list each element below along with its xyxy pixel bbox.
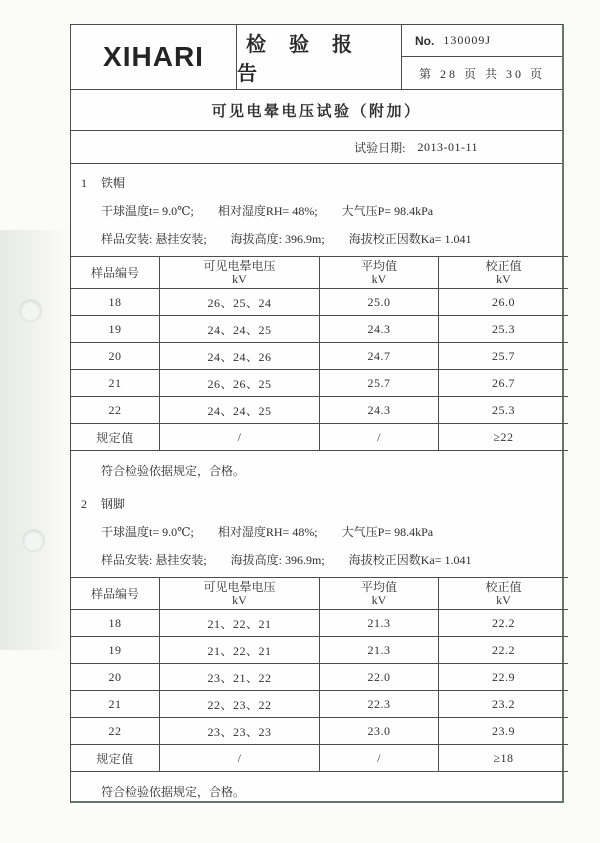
table-cell: 26.7: [439, 370, 569, 397]
table-cell: 规定值: [71, 745, 160, 772]
atmospheric-pressure: 大气压P= 98.4kPa: [341, 525, 434, 539]
table-cell: /: [160, 745, 320, 772]
altitude-correction-factor: 海拔校正因数Ka= 1.041: [348, 232, 472, 246]
table-cell: 26、26、25: [160, 370, 320, 397]
table-cell: 26、25、24: [160, 289, 320, 316]
column-header-corrected: 校正值 kV: [439, 578, 569, 610]
table-cell: 25.3: [439, 397, 569, 424]
table-cell: 24、24、25: [160, 316, 320, 343]
table-row: [71, 664, 568, 691]
table-cell: 21.3: [320, 637, 439, 664]
table-cell: 23.9: [439, 718, 569, 745]
table-cell: 18: [71, 289, 160, 316]
logo-cell: [71, 25, 237, 89]
conformity-note: 符合检验依据规定，合格。: [101, 464, 246, 478]
table-cell: 21: [71, 370, 160, 397]
results-table-head: [71, 578, 568, 610]
report-title: 检 验 报 告: [237, 34, 361, 85]
scan-shading: [0, 230, 70, 650]
table-cell: 23.2: [439, 691, 569, 718]
page-info: 第 28 页 共 30 页: [418, 66, 545, 81]
table-row: [71, 718, 568, 745]
test-conditions-line: [101, 202, 562, 219]
table-cell: 22.9: [439, 664, 569, 691]
table-cell: 21: [71, 691, 160, 718]
report-number-value: 130009J: [443, 33, 492, 47]
table-cell: 25.7: [439, 343, 569, 370]
section-index: 2: [81, 497, 87, 511]
report-number-label: No.: [415, 33, 435, 48]
table-cell: 19: [71, 316, 160, 343]
table-cell: 21、22、21: [160, 637, 320, 664]
table-cell: 22.0: [320, 664, 439, 691]
test-date-row: [71, 131, 562, 164]
table-cell: 24、24、25: [160, 397, 320, 424]
mounting-conditions-line: [101, 230, 562, 247]
table-cell: 23、23、23: [160, 718, 320, 745]
document-title: 可见电晕电压试验（附加）: [71, 90, 562, 131]
table-cell: 22: [71, 397, 160, 424]
results-table-body: [71, 610, 568, 772]
section-name: 钢脚: [101, 497, 126, 511]
report-body: [71, 164, 562, 800]
column-header-average: 平均值 kV: [320, 257, 439, 289]
report-title-cell: [237, 25, 402, 89]
dry-bulb-temperature: 干球温度t= 9.0℃;: [101, 204, 194, 218]
table-row: [71, 424, 568, 451]
table-cell: ≥22: [439, 424, 569, 451]
table-cell: 20: [71, 343, 160, 370]
table-cell: 26.0: [439, 289, 569, 316]
table-cell: 22.2: [439, 610, 569, 637]
table-cell: /: [320, 745, 439, 772]
company-logo: XIHARI: [103, 41, 204, 72]
table-row: [71, 691, 568, 718]
table-cell: 23、21、22: [160, 664, 320, 691]
report-number-row: [402, 25, 562, 57]
section-heading: [81, 174, 562, 191]
report-page-frame: [70, 24, 564, 803]
table-cell: 19: [71, 637, 160, 664]
table-cell: ≥18: [439, 745, 569, 772]
table-cell: 24.3: [320, 316, 439, 343]
table-cell: 25.7: [320, 370, 439, 397]
column-header-corona-voltage: 可见电晕电压 kV: [160, 257, 320, 289]
section-steel-pin: [71, 495, 562, 800]
table-row: [71, 370, 568, 397]
column-header-corona-voltage: 可见电晕电压 kV: [160, 578, 320, 610]
column-header-sample-no: 样品编号: [71, 578, 160, 610]
table-cell: 23.0: [320, 718, 439, 745]
table-row: [71, 397, 568, 424]
results-table: [71, 256, 568, 451]
conformity-note: 符合检验依据规定，合格。: [101, 785, 246, 799]
table-cell: 20: [71, 664, 160, 691]
altitude: 海拔高度: 396.9m;: [230, 553, 325, 567]
table-cell: 25.0: [320, 289, 439, 316]
table-row: [71, 316, 568, 343]
altitude: 海拔高度: 396.9m;: [230, 232, 325, 246]
table-cell: 25.3: [439, 316, 569, 343]
table-row: [71, 289, 568, 316]
column-header-corrected: 校正值 kV: [439, 257, 569, 289]
punch-hole: [20, 300, 41, 321]
relative-humidity: 相对湿度RH= 48%;: [217, 525, 318, 539]
table-row: [71, 610, 568, 637]
section-iron-cap: [71, 174, 562, 479]
header-row: [71, 578, 568, 610]
table-cell: 22.3: [320, 691, 439, 718]
results-table: [71, 577, 568, 772]
column-header-sample-no: 样品编号: [71, 257, 160, 289]
table-cell: 22.2: [439, 637, 569, 664]
table-cell: 规定值: [71, 424, 160, 451]
punch-hole: [23, 530, 44, 551]
atmospheric-pressure: 大气压P= 98.4kPa: [341, 204, 434, 218]
sample-mounting: 样品安装: 悬挂安装;: [101, 232, 207, 246]
section-index: 1: [81, 176, 87, 190]
section-heading: [81, 495, 562, 512]
report-header: [71, 25, 562, 90]
table-row: [71, 343, 568, 370]
test-conditions-line: [101, 523, 562, 540]
relative-humidity: 相对湿度RH= 48%;: [217, 204, 318, 218]
header-row: [71, 257, 568, 289]
table-row: [71, 637, 568, 664]
table-row: [71, 745, 568, 772]
section-name: 铁帽: [101, 176, 126, 190]
sample-mounting: 样品安装: 悬挂安装;: [101, 553, 207, 567]
table-cell: 24.3: [320, 397, 439, 424]
results-table-head: [71, 257, 568, 289]
table-cell: 22、23、22: [160, 691, 320, 718]
test-date-value: 2013-01-11: [417, 139, 478, 154]
table-cell: 24.7: [320, 343, 439, 370]
column-header-average: 平均值 kV: [320, 578, 439, 610]
test-date-label: 试验日期:: [354, 140, 406, 155]
table-cell: 18: [71, 610, 160, 637]
table-cell: /: [320, 424, 439, 451]
table-cell: 21、22、21: [160, 610, 320, 637]
table-cell: 22: [71, 718, 160, 745]
table-cell: /: [160, 424, 320, 451]
results-table-body: [71, 289, 568, 451]
altitude-correction-factor: 海拔校正因数Ka= 1.041: [348, 553, 472, 567]
mounting-conditions-line: [101, 551, 562, 568]
table-cell: 24、24、26: [160, 343, 320, 370]
dry-bulb-temperature: 干球温度t= 9.0℃;: [101, 525, 194, 539]
report-number-cell: [402, 25, 562, 89]
table-cell: 21.3: [320, 610, 439, 637]
